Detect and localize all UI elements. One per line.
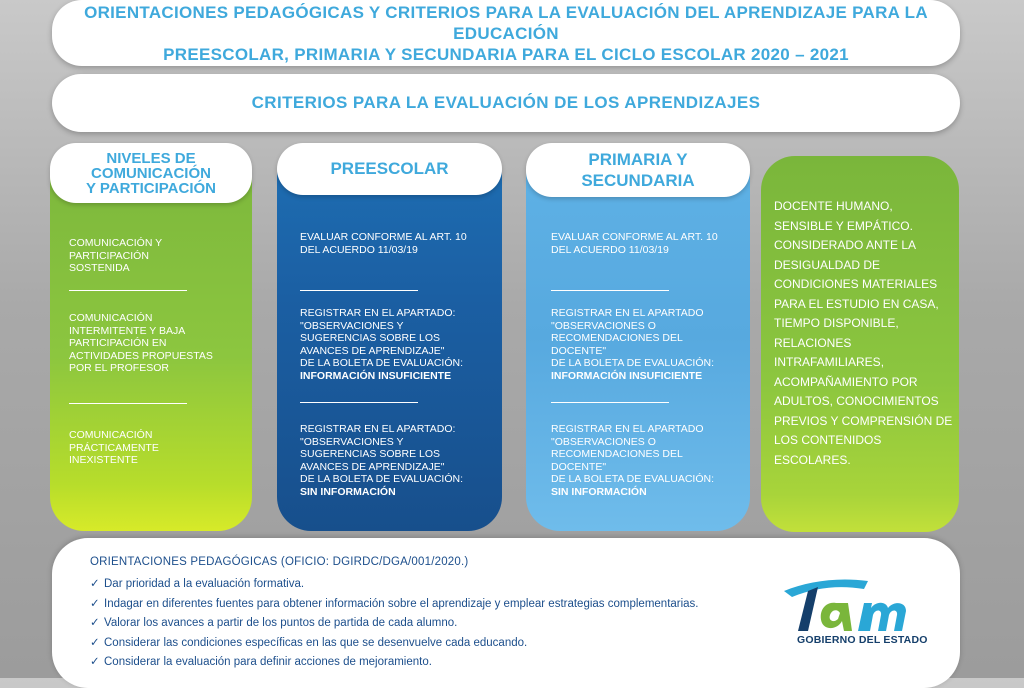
check-icon: ✓	[90, 598, 100, 610]
divider	[300, 402, 418, 403]
preescolar-item-2-status: INFORMACIÓN INSUFICIENTE	[300, 369, 452, 382]
niveles-heading: NIVELES DE COMUNICACIÓN Y PARTICIPACIÓN	[50, 143, 252, 203]
title-line-1: ORIENTACIONES PEDAGÓGICAS Y CRITERIOS PARA LA EVALUACIÓN DEL APRENDIZAJE PARA LA EDUCACIÓN	[84, 2, 928, 43]
primaria-item-2: REGISTRAR EN EL APARTADO "OBSERVACIONES O RECOMENDACIONES DEL DOCENTE" DE LA BOLETA DE EVALUACIÓN: INFORMACIÓN INSUFICIENTE	[551, 307, 715, 382]
docente-text: DOCENTE HUMANO, SENSIBLE Y EMPÁTICO. CONSIDERADO ANTE LA DESIGUALDAD DE CONDICIONES MATERIALES PARA EL ESTUDIO EN CASA, TIEMPO DISPONIBLE, RELACIONES INTRAFAMILIARES, ACOMPAÑAMIENTO POR ADULTOS, CONOCIMIENTOS PREVIOS Y COMPRENSIÓN DE LOS CONTENIDOS ESCOLARES.	[774, 199, 953, 467]
preescolar-heading: PREESCOLAR	[277, 143, 502, 195]
logo-letter-a	[821, 603, 852, 631]
orientaciones-title: ORIENTACIONES PEDAGÓGICAS (OFICIO: DGIRDC/DGA/001/2020.)	[90, 556, 469, 568]
preescolar-item-3-status: SIN INFORMACIÓN	[300, 485, 396, 498]
divider	[69, 290, 187, 291]
preescolar-item-1: EVALUAR CONFORME AL ART. 10 DEL ACUERDO 11/03/19	[300, 231, 467, 256]
check-icon: ✓	[90, 656, 100, 668]
nivel-item-3: COMUNICACIÓN PRÁCTICAMENTE INEXISTENTE	[69, 429, 159, 466]
primaria-item-3-status: SIN INFORMACIÓN	[551, 485, 647, 498]
preescolar-item-2: REGISTRAR EN EL APARTADO: "OBSERVACIONES Y SUGERENCIAS SOBRE LOS AVANCES DE APRENDIZAJE" DE LA BOLETA DE EVALUACIÓN: INFORMACIÓN INSUFICIENTE	[300, 307, 464, 382]
check-icon: ✓	[90, 578, 100, 590]
section-subtitle: CRITERIOS PARA LA EVALUACIÓN DE LOS APRENDIZAJES	[52, 74, 960, 132]
check-icon: ✓	[90, 637, 100, 649]
orientacion-item: ✓ Considerar las condiciones específicas en las que se desenvuelve cada educando.	[90, 637, 528, 649]
logo-swoosh	[784, 579, 868, 597]
orientacion-item: ✓ Dar prioridad a la evaluación formativa.	[90, 578, 305, 590]
check-icon: ✓	[90, 617, 100, 629]
page-title	[52, 0, 960, 66]
primaria-item-2-status: INFORMACIÓN INSUFICIENTE	[551, 369, 703, 382]
logo-letter-m	[858, 603, 906, 631]
primaria-heading: PRIMARIA Y SECUNDARIA	[526, 143, 750, 197]
title-line-2: PREESCOLAR, PRIMARIA Y SECUNDARIA PARA EL CICLO ESCOLAR 2020 – 2021	[163, 44, 849, 64]
divider	[551, 402, 669, 403]
orientacion-item: ✓ Considerar la evaluación para definir acciones de mejoramiento.	[90, 656, 432, 668]
primaria-item-3: REGISTRAR EN EL APARTADO "OBSERVACIONES O RECOMENDACIONES DEL DOCENTE" DE LA BOLETA DE EVALUACIÓN: SIN INFORMACIÓN	[551, 423, 715, 498]
orientacion-item: ✓ Indagar en diferentes fuentes para obtener información sobre el aprendizaje y emplear estrategias complementarias.	[90, 598, 699, 610]
orientacion-item: ✓ Valorar los avances a partir de los puntos de partida de cada alumno.	[90, 617, 458, 629]
primaria-item-1: EVALUAR CONFORME AL ART. 10 DEL ACUERDO 11/03/19	[551, 231, 718, 256]
preescolar-item-3: REGISTRAR EN EL APARTADO: "OBSERVACIONES Y SUGERENCIAS SOBRE LOS AVANCES DE APRENDIZAJE" DE LA BOLETA DE EVALUACIÓN: SIN INFORMACIÓN	[300, 423, 464, 498]
nivel-item-1: COMUNICACIÓN Y PARTICIPACIÓN SOSTENIDA	[69, 237, 163, 274]
nivel-item-2: COMUNICACIÓN INTERMITENTE Y BAJA PARTICIPACIÓN EN ACTIVIDADES PROPUESTAS POR EL PROFESOR	[69, 312, 213, 374]
divider	[300, 290, 418, 291]
divider	[551, 290, 669, 291]
divider	[69, 403, 187, 404]
logo-text: GOBIERNO DEL ESTADO	[797, 634, 928, 646]
